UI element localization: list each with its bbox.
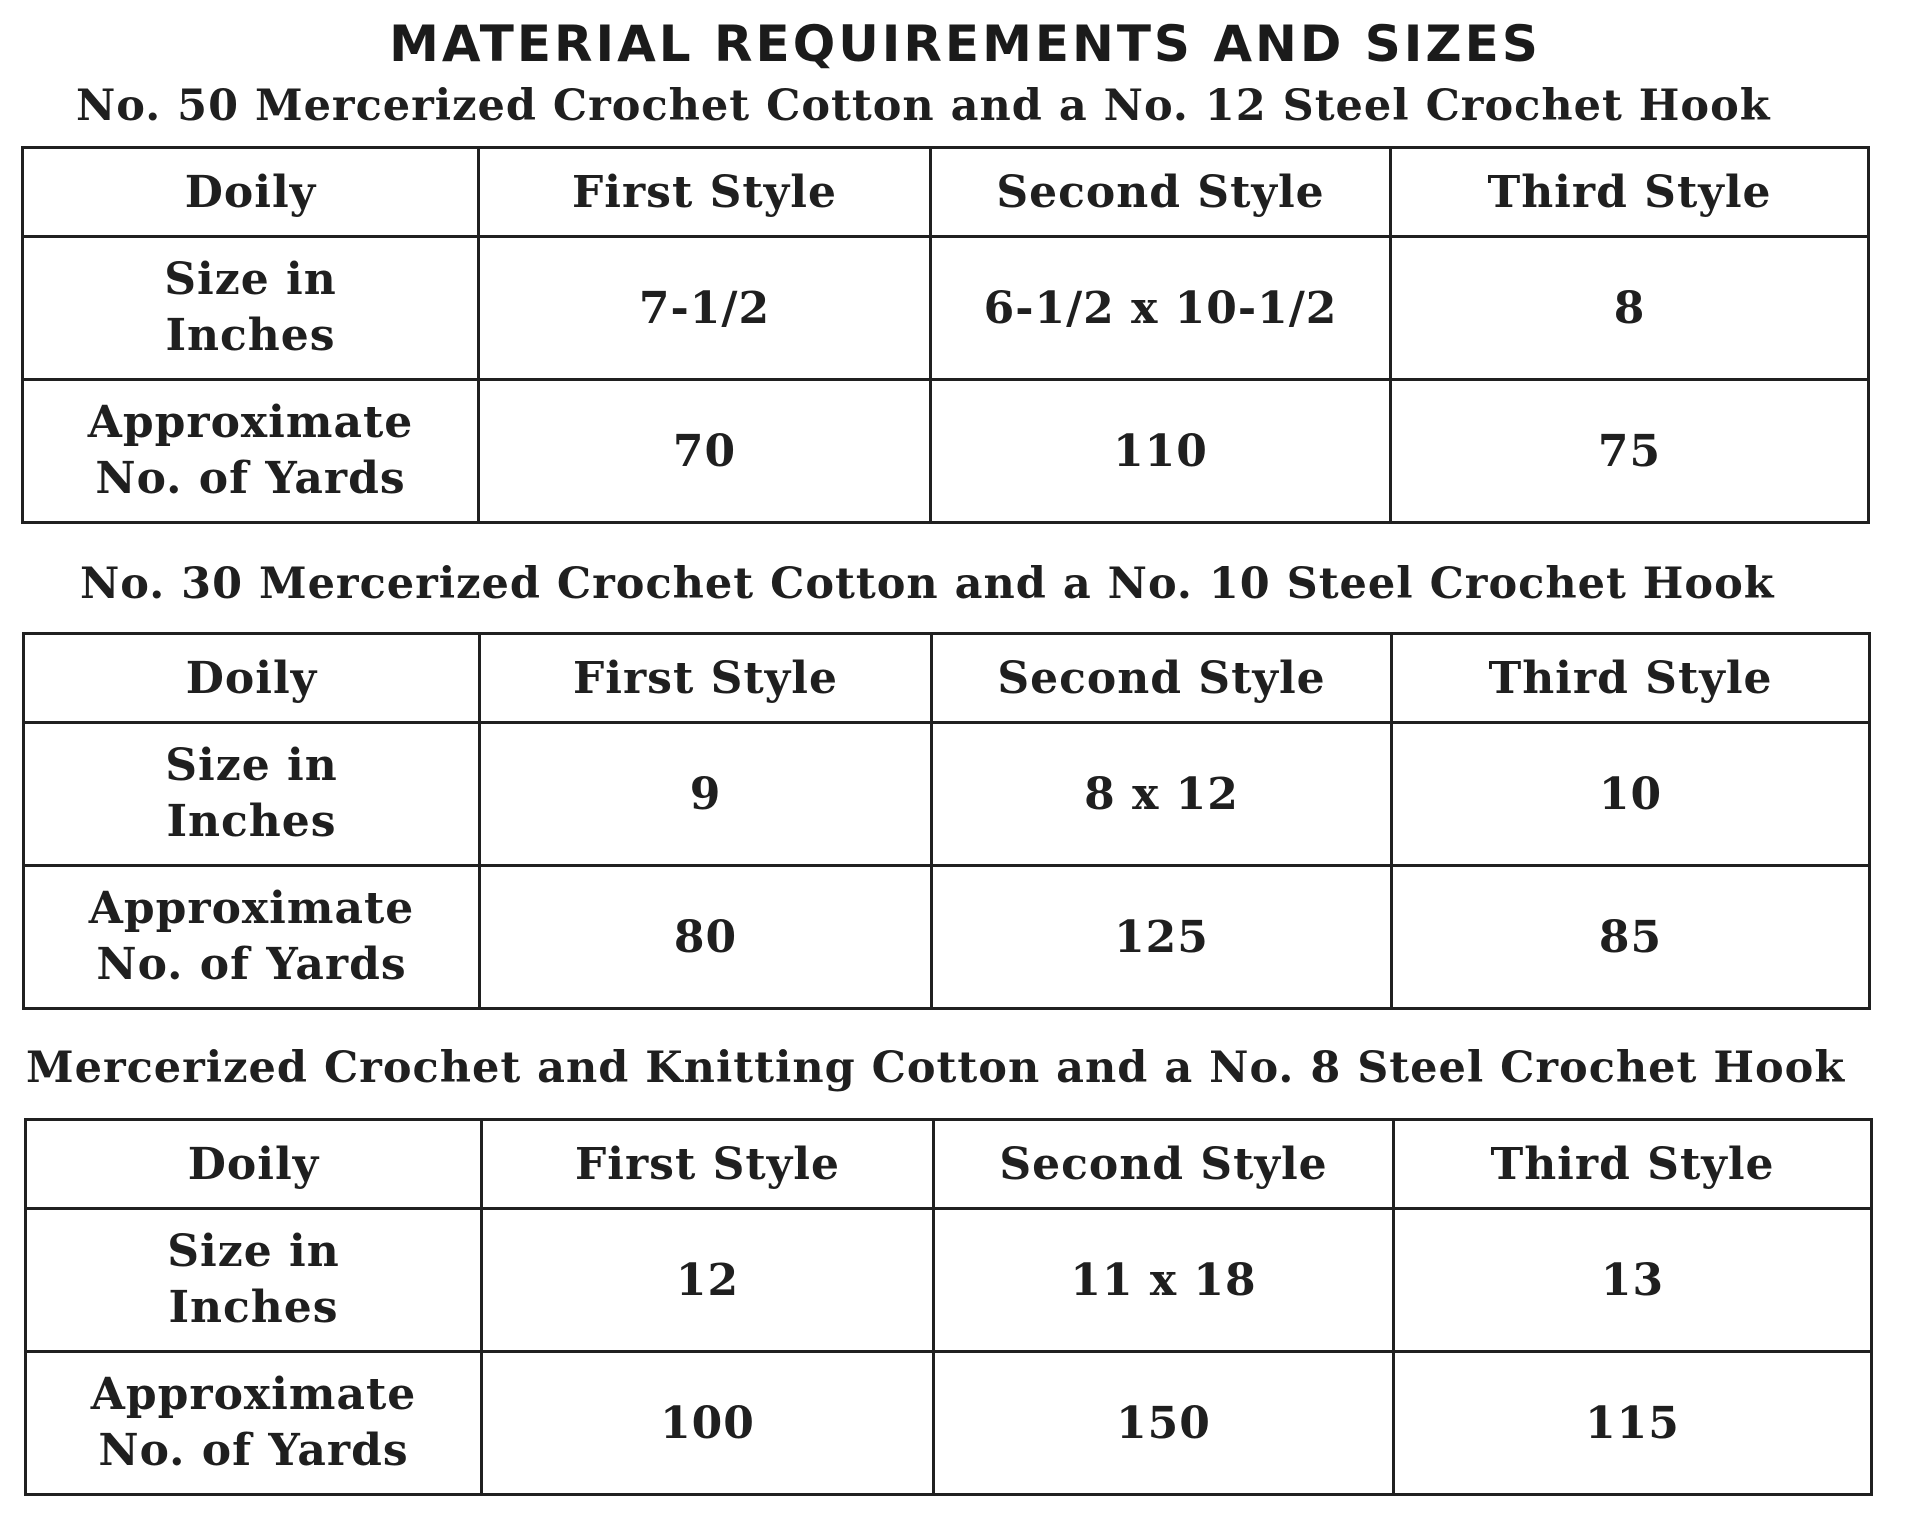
section-heading-knitting-cotton: Mercerized Crochet and Knitting Cotton and a No. 8 Steel Crochet Hook	[26, 1043, 1846, 1093]
row-label-line: No. of Yards	[96, 939, 407, 990]
size-row	[24, 723, 1870, 866]
size-first-style: 12	[482, 1209, 934, 1352]
section-heading-no30: No. 30 Mercerized Crochet Cotton and a No. 10 Steel Crochet Hook	[80, 559, 1775, 609]
row-label-yards	[23, 380, 479, 523]
row-label-line: No. of Yards	[98, 1425, 409, 1476]
table-header-row	[24, 634, 1870, 723]
size-third-style: 13	[1394, 1209, 1872, 1352]
column-header-doily: Doily	[26, 1120, 482, 1209]
column-header-third-style: Third Style	[1394, 1120, 1872, 1209]
column-header-first-style: First Style	[480, 634, 932, 723]
yards-second-style: 125	[932, 866, 1392, 1009]
row-label-size	[23, 237, 479, 380]
section-heading-no50: No. 50 Mercerized Crochet Cotton and a No. 12 Steel Crochet Hook	[76, 81, 1771, 131]
column-header-second-style: Second Style	[932, 634, 1392, 723]
size-second-style: 6-1/2 x 10-1/2	[931, 237, 1391, 380]
yards-second-style: 150	[934, 1352, 1394, 1495]
size-first-style: 9	[480, 723, 932, 866]
row-label-size	[26, 1209, 482, 1352]
requirements-table-knitting-cotton	[24, 1118, 1873, 1496]
column-header-second-style: Second Style	[931, 148, 1391, 237]
row-label-line: Size in	[165, 740, 338, 791]
column-header-doily: Doily	[24, 634, 480, 723]
page-title: MATERIAL REQUIREMENTS AND SIZES	[389, 15, 1541, 73]
size-first-style: 7-1/2	[479, 237, 931, 380]
yards-row	[26, 1352, 1872, 1495]
row-label-size	[24, 723, 480, 866]
requirements-table-no50	[21, 146, 1870, 524]
yards-third-style: 75	[1391, 380, 1869, 523]
size-third-style: 8	[1391, 237, 1869, 380]
row-label-line: Approximate	[87, 397, 414, 448]
yards-first-style: 100	[482, 1352, 934, 1495]
column-header-third-style: Third Style	[1392, 634, 1870, 723]
yards-first-style: 80	[480, 866, 932, 1009]
row-label-line: Inches	[166, 796, 337, 847]
row-label-yards	[24, 866, 480, 1009]
yards-third-style: 115	[1394, 1352, 1872, 1495]
row-label-line: Approximate	[90, 1369, 417, 1420]
table-header-row	[26, 1120, 1872, 1209]
size-third-style: 10	[1392, 723, 1870, 866]
size-row	[23, 237, 1869, 380]
column-header-second-style: Second Style	[934, 1120, 1394, 1209]
size-second-style: 8 x 12	[932, 723, 1392, 866]
yards-third-style: 85	[1392, 866, 1870, 1009]
size-row	[26, 1209, 1872, 1352]
column-header-third-style: Third Style	[1391, 148, 1869, 237]
column-header-doily: Doily	[23, 148, 479, 237]
yards-row	[23, 380, 1869, 523]
requirements-table-no30	[22, 632, 1871, 1010]
column-header-first-style: First Style	[479, 148, 931, 237]
yards-second-style: 110	[931, 380, 1391, 523]
row-label-line: No. of Yards	[95, 453, 406, 504]
table-header-row	[23, 148, 1869, 237]
row-label-line: Inches	[168, 1282, 339, 1333]
size-second-style: 11 x 18	[934, 1209, 1394, 1352]
yards-first-style: 70	[479, 380, 931, 523]
row-label-line: Size in	[164, 254, 337, 305]
row-label-line: Approximate	[88, 883, 415, 934]
row-label-yards	[26, 1352, 482, 1495]
yards-row	[24, 866, 1870, 1009]
row-label-line: Inches	[165, 310, 336, 361]
column-header-first-style: First Style	[482, 1120, 934, 1209]
row-label-line: Size in	[167, 1226, 340, 1277]
